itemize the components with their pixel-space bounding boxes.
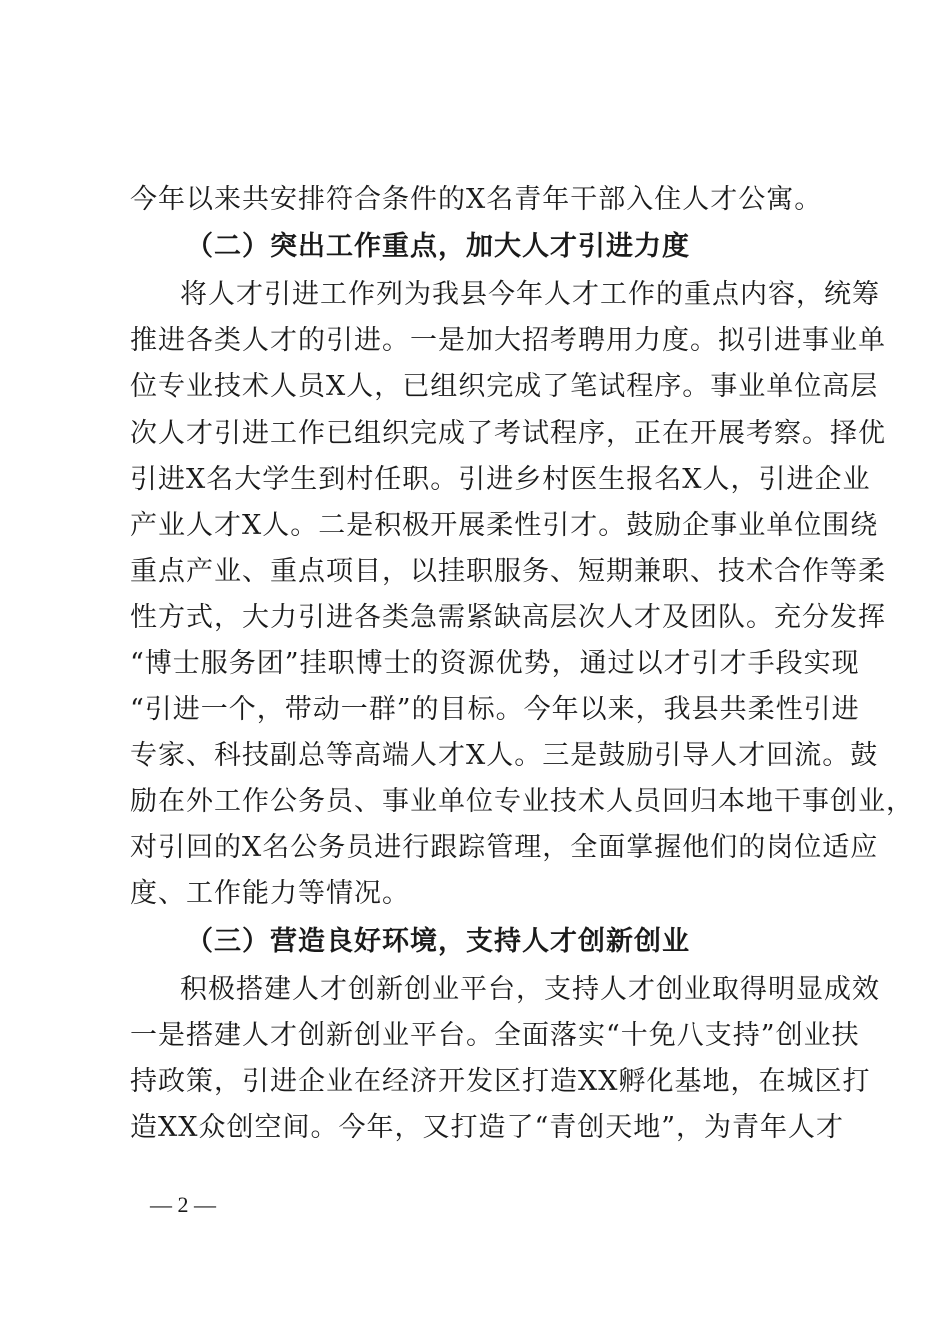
section-heading-3: （三）营造良好环境，支持人才创新创业 xyxy=(186,926,690,957)
body-line-21: 造XX众创空间。今年，又打造了“青创天地”，为青年人才 xyxy=(130,1112,845,1143)
body-line-16: 度、工作能力等情况。 xyxy=(130,878,410,909)
body-line-1: 今年以来共安排符合条件的X名青年干部入住人才公寓。 xyxy=(130,184,823,215)
body-line-6: 次人才引进工作已组织完成了考试程序，正在开展考察。择优 xyxy=(130,418,886,449)
body-line-7: 引进X名大学生到村任职。引进乡村医生报名X人，引进企业 xyxy=(130,464,871,495)
body-line-8: 产业人才X人。二是积极开展柔性引才。鼓励企事业单位围绕 xyxy=(130,510,879,541)
body-line-13: 专家、科技副总等高端人才X人。三是鼓励引导人才回流。鼓 xyxy=(130,740,879,771)
body-line-14: 励在外工作公务员、事业单位专业技术人员回归本地干事创业， xyxy=(130,786,914,817)
section-heading-2: （二）突出工作重点，加大人才引进力度 xyxy=(186,231,690,262)
body-line-18: 积极搭建人才创新创业平台，支持人才创业取得明显成效 xyxy=(180,974,880,1005)
body-line-5: 位专业技术人员X人，已组织完成了笔试程序。事业单位高层 xyxy=(130,371,879,402)
body-line-3: 将人才引进工作列为我县今年人才工作的重点内容，统筹 xyxy=(180,279,880,310)
body-line-20: 持政策，引进企业在经济开发区打造XX孵化基地，在城区打 xyxy=(130,1066,871,1097)
body-line-11: “博士服务团”挂职博士的资源优势，通过以才引才手段实现 xyxy=(130,648,860,679)
page-number: — 2 — xyxy=(150,1192,216,1217)
body-line-10: 性方式，大力引进各类急需紧缺高层次人才及团队。充分发挥 xyxy=(130,602,886,633)
body-line-4: 推进各类人才的引进。一是加大招考聘用力度。拟引进事业单 xyxy=(130,325,886,356)
body-line-15: 对引回的X名公务员进行跟踪管理，全面掌握他们的岗位适应 xyxy=(130,832,879,863)
body-line-19: 一是搭建人才创新创业平台。全面落实“十免八支持”创业扶 xyxy=(130,1020,860,1051)
body-line-9: 重点产业、重点项目，以挂职服务、短期兼职、技术合作等柔 xyxy=(130,556,886,587)
body-line-12: “引进一个，带动一群”的目标。今年以来，我县共柔性引进 xyxy=(130,694,860,725)
